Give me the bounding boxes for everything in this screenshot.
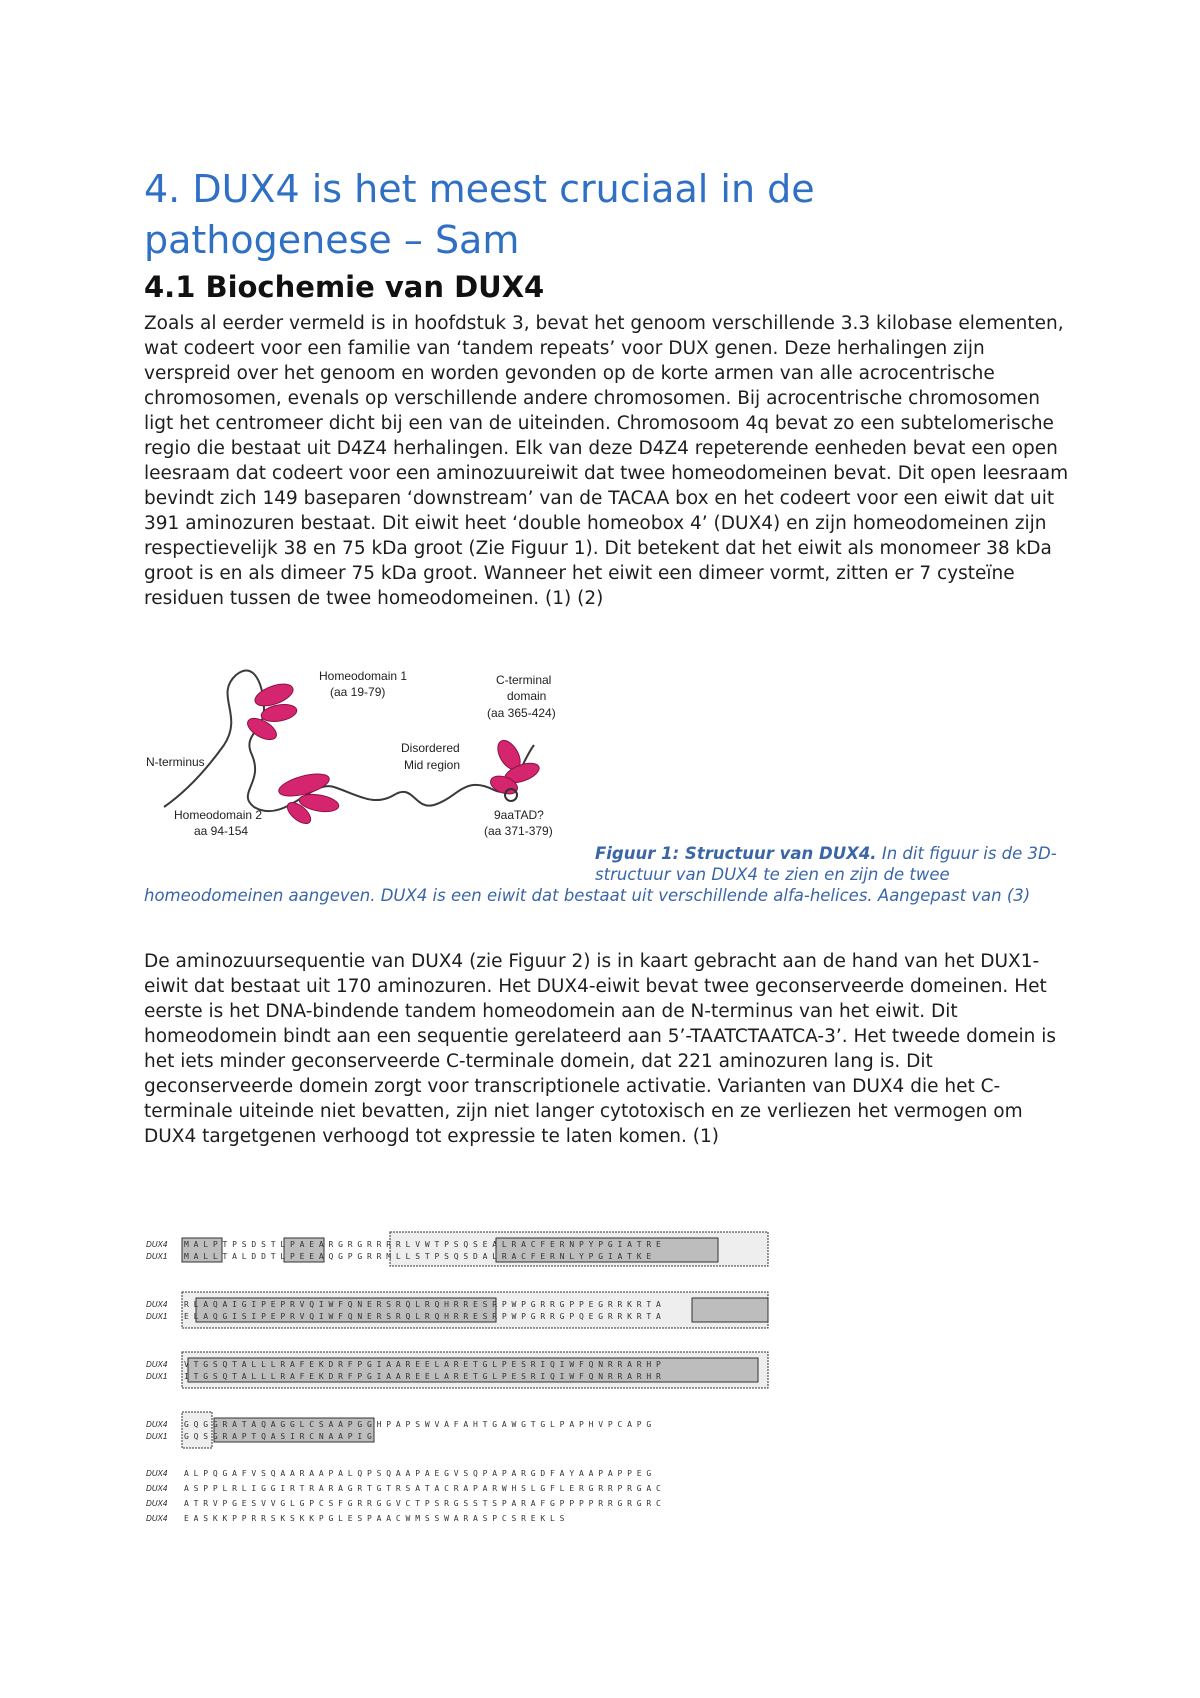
label-n-terminus: N-terminus — [146, 755, 205, 769]
figure-1-dux4-structure — [144, 655, 589, 867]
dux4-structure-diagram — [144, 655, 589, 867]
label-homeodomain-1-range: (aa 19-79) — [330, 685, 386, 699]
extra-label-2: DUX4 — [146, 1484, 168, 1493]
extra-seq-4: E A S K K P P R R S K S K K P G L E S P A A C W M S S W A R A S P C S R E K L S — [184, 1514, 565, 1523]
row3-label-b: DUX1 — [146, 1372, 168, 1381]
row4-seq-b: G Q S G R A P T Q A S I R C N A A P I G — [184, 1432, 372, 1441]
extra-seq-1: A L P Q G A F V S Q A A R A A P A L Q P S Q A A P A E G V S Q P A P A R G D F A Y A A P A P P E G — [184, 1469, 652, 1478]
sequence-alignment-svg — [144, 1228, 784, 1548]
extra-seq-3: A T R V P G E S V V G L G P C S F G R R G G V C T P S R G S S T S P A R A F G P P P P R R G R G R C — [184, 1499, 661, 1508]
row1-seq-b: M A L L T A L D D T L P E E A Q G P G R R M L L S T P S Q S D A L R A C F E R N L Y P G I A T K E — [184, 1252, 652, 1261]
label-homeodomain-2: Homeodomain 2 — [174, 808, 263, 822]
row2-label-a: DUX4 — [146, 1300, 168, 1309]
row2-seq-a: R L A Q A I G I P E P R V Q I W F Q N E R S R Q L R Q H R R E S R P W P G R R G P P E G R R K R T A — [184, 1300, 661, 1309]
figure-2-sequence-alignment — [144, 1228, 784, 1548]
chapter-title: 4. DUX4 is het meest cruciaal in de pathogenese – Sam — [144, 167, 815, 262]
label-domain: domain — [507, 689, 547, 703]
caption-text-1: In dit figuur is de 3D-structuur van DUX4 te zien en zijn de twee — [595, 844, 1057, 884]
row1-seq-a: M A L P T P S D S T L P A E A R G R G R R R R L V W T P S Q S E A L R A C F E R N P Y P G I A T R E — [184, 1240, 661, 1249]
extra-label-3: DUX4 — [146, 1499, 168, 1508]
row1-label-a: DUX4 — [146, 1240, 168, 1249]
extra-seq-2: A S P P L R L I G G I R T R A R A G R T G T R S A T A C R A P A R W H S L G F L E R G R R P R G A C — [184, 1484, 661, 1493]
row3-label-a: DUX4 — [146, 1360, 168, 1369]
paragraph-aminozuursequentie: De aminozuursequentie van DUX4 (zie Figuur 2) is in kaart gebracht aan de hand van het DUX1-eiwit dat bestaat uit 170 aminozuren. Het DUX4-eiwit bevat twee geconserveerde domeinen. Het eerste is het DNA-bindende tandem homeodomein aan de N-terminus van het eiwit. Dit homeodomein bindt aan een sequentie gerelateerd aan 5’-TAATCTAATCA-3’. Het tweede domein is het iets minder geconserveerde C-terminale domein, dat 221 aminozuren lang is. Dit geconserveerde domein zorgt voor transcriptionele activatie. Varianten van DUX4 die het C-terminale uiteinde niet bevatten, zijn niet langer cytotoxisch en ze verliezen het vermogen om DUX4 targetgenen verhoogd tot expressie te laten komen. (1) — [144, 951, 1057, 1147]
helix-homeodomain-2 — [277, 770, 341, 828]
row4-label-a: DUX4 — [146, 1420, 168, 1429]
row3-seq-a: V T G S Q T A L L L R A F E K D R F P G I A A R E E L A R E T G L P E S R I Q I W F Q N R R A R H P — [184, 1360, 661, 1369]
label-9aatad-range: (aa 371-379) — [484, 824, 553, 838]
label-c-terminal: C-terminal — [496, 673, 552, 687]
label-9aatad: 9aaTAD? — [494, 808, 544, 822]
row4-label-b: DUX1 — [146, 1432, 168, 1441]
extra-label-4: DUX4 — [146, 1514, 168, 1523]
row4-seq-a: G Q G G R A T A Q A G G L C S A A P G G H P A P S W V A F A H T G A W G T G L P A P H V P C A P G — [184, 1420, 652, 1429]
row2-label-b: DUX1 — [146, 1312, 168, 1321]
label-homeodomain-2-range: aa 94-154 — [194, 824, 249, 838]
label-disordered: Disordered — [401, 741, 460, 755]
figure-1-caption-first-line — [595, 843, 1070, 885]
extra-label-1: DUX4 — [146, 1469, 168, 1478]
caption-title: Figuur 1: Structuur van DUX4. — [595, 844, 877, 863]
row1-label-b: DUX1 — [146, 1252, 168, 1261]
label-homeodomain-1: Homeodomain 1 — [319, 669, 408, 683]
figure-1-caption-rest: homeodomeinen aangeven. DUX4 is een eiwit dat bestaat uit verschillende alfa-helices. Aangepast van (3) — [144, 886, 1031, 905]
label-c-terminal-range: (aa 365-424) — [487, 706, 556, 720]
row2-seq-b: E L A Q G I S I P E P R V Q I W F Q N E R S R Q L R Q H R R E S R P W P G R R G P Q E G R R K R T A — [184, 1312, 661, 1321]
paragraph-biochemie: Zoals al eerder vermeld is in hoofdstuk 3, bevat het genoom verschillende 3.3 kilobase elementen, wat codeert voor een familie van ‘tandem repeats’ voor DUX genen. Deze herhalingen zijn verspreid over het genoom en worden gevonden op de korte armen van alle acrocentrische chromosomen, evenals op verschillende andere chromosomen. Bij acrocentrische chromosomen ligt het centromeer dicht bij een van de uiteinden. Chromosoom 4q bevat zo een subtelomerische regio die bestaat uit D4Z4 herhalingen. Elk van deze D4Z4 repeterende eenheden bevat een open leesraam dat codeert voor een aminozuureiwit dat twee homeodomeinen bevat. Dit open leesraam bevindt zich 149 baseparen ‘downstream’ van de TACAA box en het codeert voor een eiwit dat uit 391 aminozuren bestaat. Dit eiwit heet ‘double homeobox 4’ (DUX4) en zijn homeodomeinen zijn respectievelijk 38 en 75 kDa groot (Zie Figuur 1). Dit betekent dat het eiwit als monomeer 38 kDa groot is en als dimeer 75 kDa groot. Wanneer het eiwit een dimeer vormt, zitten er 7 cysteïne residuen tussen de twee homeodomeinen. (1) (2) — [144, 313, 1069, 609]
section-title: 4.1 Biochemie van DUX4 — [144, 270, 545, 304]
row3-seq-b: I T G S Q T A L L L R A F E K D R F P G I A A R E E L A R E T G L P E S R I Q I W F Q N R R A R H R — [184, 1372, 661, 1381]
label-mid-region: Mid region — [404, 758, 461, 772]
